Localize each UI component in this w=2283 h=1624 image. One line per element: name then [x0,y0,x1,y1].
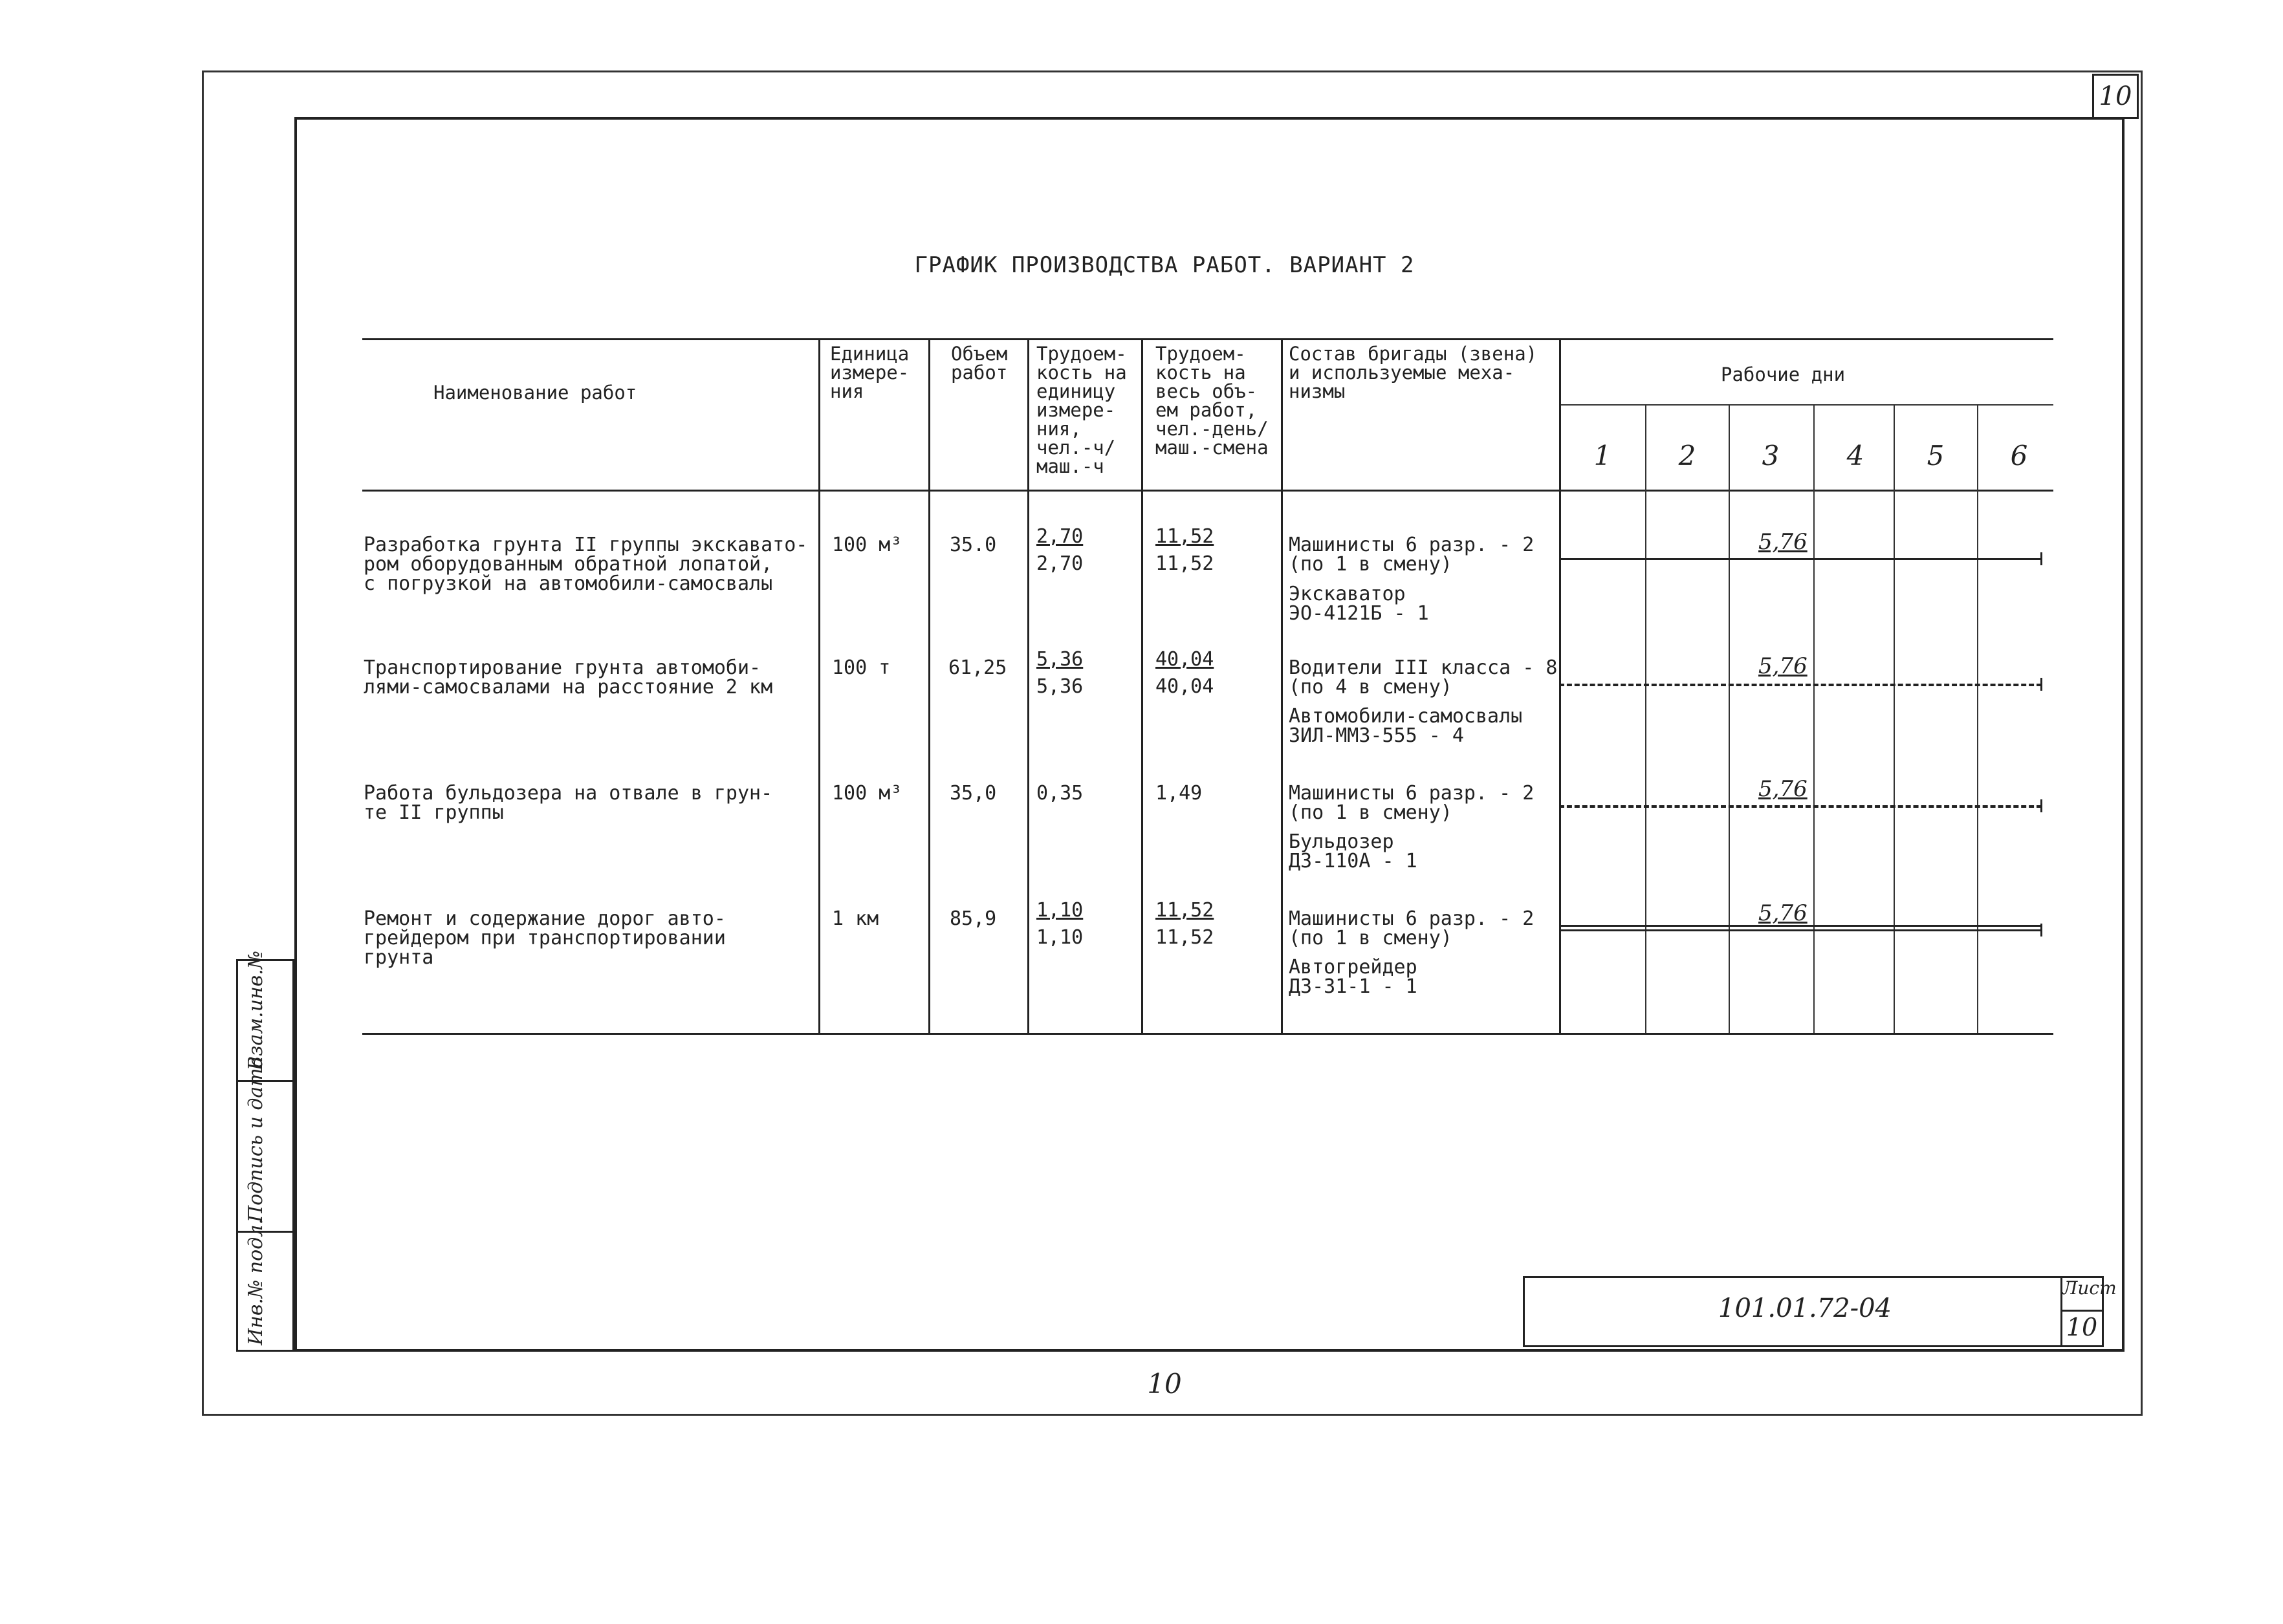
row-labor-total-top: 40,04 [1155,648,1214,671]
row-unit: 100 м³ [832,782,902,805]
header-labor-total: Трудоем- кость на весь объ- ем работ, чел.-день/ маш.-смена [1155,343,1269,459]
row-unit: 100 т [832,656,891,679]
row-labor-unit-bottom: 5,36 [1036,675,1084,698]
day-divider [1729,404,1730,1033]
row-crew-workers: Водители III класса - 8 (по 4 в смену) [1289,656,1558,698]
header-labor-unit: Трудоем- кость на единицу измере- ния, чел.-ч/ маш.-ч [1036,343,1127,477]
row-labor-unit-top: 2,70 [1036,525,1084,548]
row-crew-workers: Машинисты 6 разр. - 2 (по 1 в смену) [1289,534,1535,576]
sheet-number: 10 [2066,1313,2098,1341]
col-divider [1281,338,1283,1033]
gantt-value: 5,76 [1758,529,1808,555]
side-stamp-sign-date: Подпись и дата [245,1056,267,1222]
row-work-name: Работа бульдозера на отвале в грун- те II группы [364,782,773,824]
gantt-bar [1559,558,2042,560]
row-work-name: Разработка грунта II группы экскавато- ром оборудованным обратной лопатой, с погрузкой на автомобили-самосвалы [364,534,808,595]
row-crew-machine: Автомобили-самосвалы ЗИЛ-ММЗ-555 - 4 [1289,705,1523,747]
row-labor-total-top: 11,52 [1155,899,1214,922]
row-crew-machine: Автогрейдер ДЗ-31-1 - 1 [1289,956,1417,998]
day-number-3: 3 [1762,440,1780,471]
gantt-value: 5,76 [1758,653,1808,679]
day-divider [1645,404,1646,1033]
row-labor-total-bottom: 11,52 [1155,926,1214,949]
row-volume: 61,25 [948,656,1007,679]
header-crew: Состав бригады (звена) и используемые меха- низмы [1289,343,1538,402]
table-top-rule [362,338,2053,340]
gantt-bar-end [2040,552,2042,565]
row-volume: 35,0 [950,782,997,805]
row-crew-machine: Экскаватор ЭО-4121Б - 1 [1289,583,1429,625]
row-unit: 1 км [832,907,879,930]
row-crew-workers: Машинисты 6 разр. - 2 (по 1 в смену) [1289,782,1535,824]
page-number: 10 [1147,1368,1182,1400]
header-working-days: Рабочие дни [1721,363,1846,385]
day-number-1: 1 [1593,440,1611,471]
header-volume: Объем работ [951,343,1008,384]
row-crew-workers: Машинисты 6 разр. - 2 (по 1 в смену) [1289,907,1535,949]
header-unit: Единица измере- ния [830,343,910,402]
col-divider [818,338,820,1033]
gantt-bar-end [2040,678,2042,691]
day-number-2: 2 [1678,440,1696,471]
gantt-bar [1559,805,2042,808]
row-unit: 100 м³ [832,534,902,556]
row-crew-machine: Бульдозер ДЗ-110А - 1 [1289,830,1417,872]
row-labor-unit-bottom: 2,70 [1036,552,1084,575]
inner-frame [294,117,2125,1352]
col-divider [1141,338,1143,1033]
col-divider [928,338,930,1033]
header-name: Наименование работ [433,382,637,404]
table-bottom-rule [362,1033,2053,1035]
sheet-corner-number: 10 [2092,74,2139,119]
day-divider [1813,404,1815,1033]
row-labor-total-top: 1,49 [1155,782,1203,805]
header-bottom-rule [362,490,2053,492]
gantt-value: 5,76 [1758,900,1808,926]
document-title: ГРАФИК ПРОИЗВОДСТВА РАБОТ. ВАРИАНТ 2 [914,252,1415,278]
day-number-6: 6 [2010,440,2028,471]
col-divider [1027,338,1029,1033]
side-stamp-replace-inv: Взам.инв.№ [245,950,267,1070]
row-labor-total-bottom: 40,04 [1155,675,1214,698]
gantt-bar [1559,684,2042,686]
gantt-bar-end [2040,799,2042,812]
sheet-box-divider [2060,1310,2104,1312]
days-header-rule [1559,404,2053,406]
day-number-5: 5 [1927,440,1945,471]
row-labor-unit-bottom: 1,10 [1036,926,1084,949]
row-labor-unit-top: 0,35 [1036,782,1084,805]
row-volume: 85,9 [950,907,997,930]
row-labor-total-top: 11,52 [1155,525,1214,548]
row-volume: 35.0 [950,534,997,556]
row-labor-unit-top: 5,36 [1036,648,1084,671]
row-labor-unit-top: 1,10 [1036,899,1084,922]
day-number-4: 4 [1846,440,1864,471]
sheet-label: Лист [2062,1277,2117,1299]
gantt-bar-end [2040,924,2042,937]
gantt-bar [1559,929,2042,931]
row-work-name: Ремонт и содержание дорог авто- грейдером при транспортировании грунта [364,907,726,969]
row-work-name: Транспортирование грунта автомоби- лями-самосвалами на расстояние 2 км [364,656,773,698]
document-code: 101.01.72-04 [1718,1294,1892,1323]
day-divider [1977,404,1978,1033]
row-labor-total-bottom: 11,52 [1155,552,1214,575]
gantt-value: 5,76 [1758,776,1808,802]
day-divider [1894,404,1895,1033]
side-stamp-inv-orig: Инв.№ подл. [245,1218,267,1345]
